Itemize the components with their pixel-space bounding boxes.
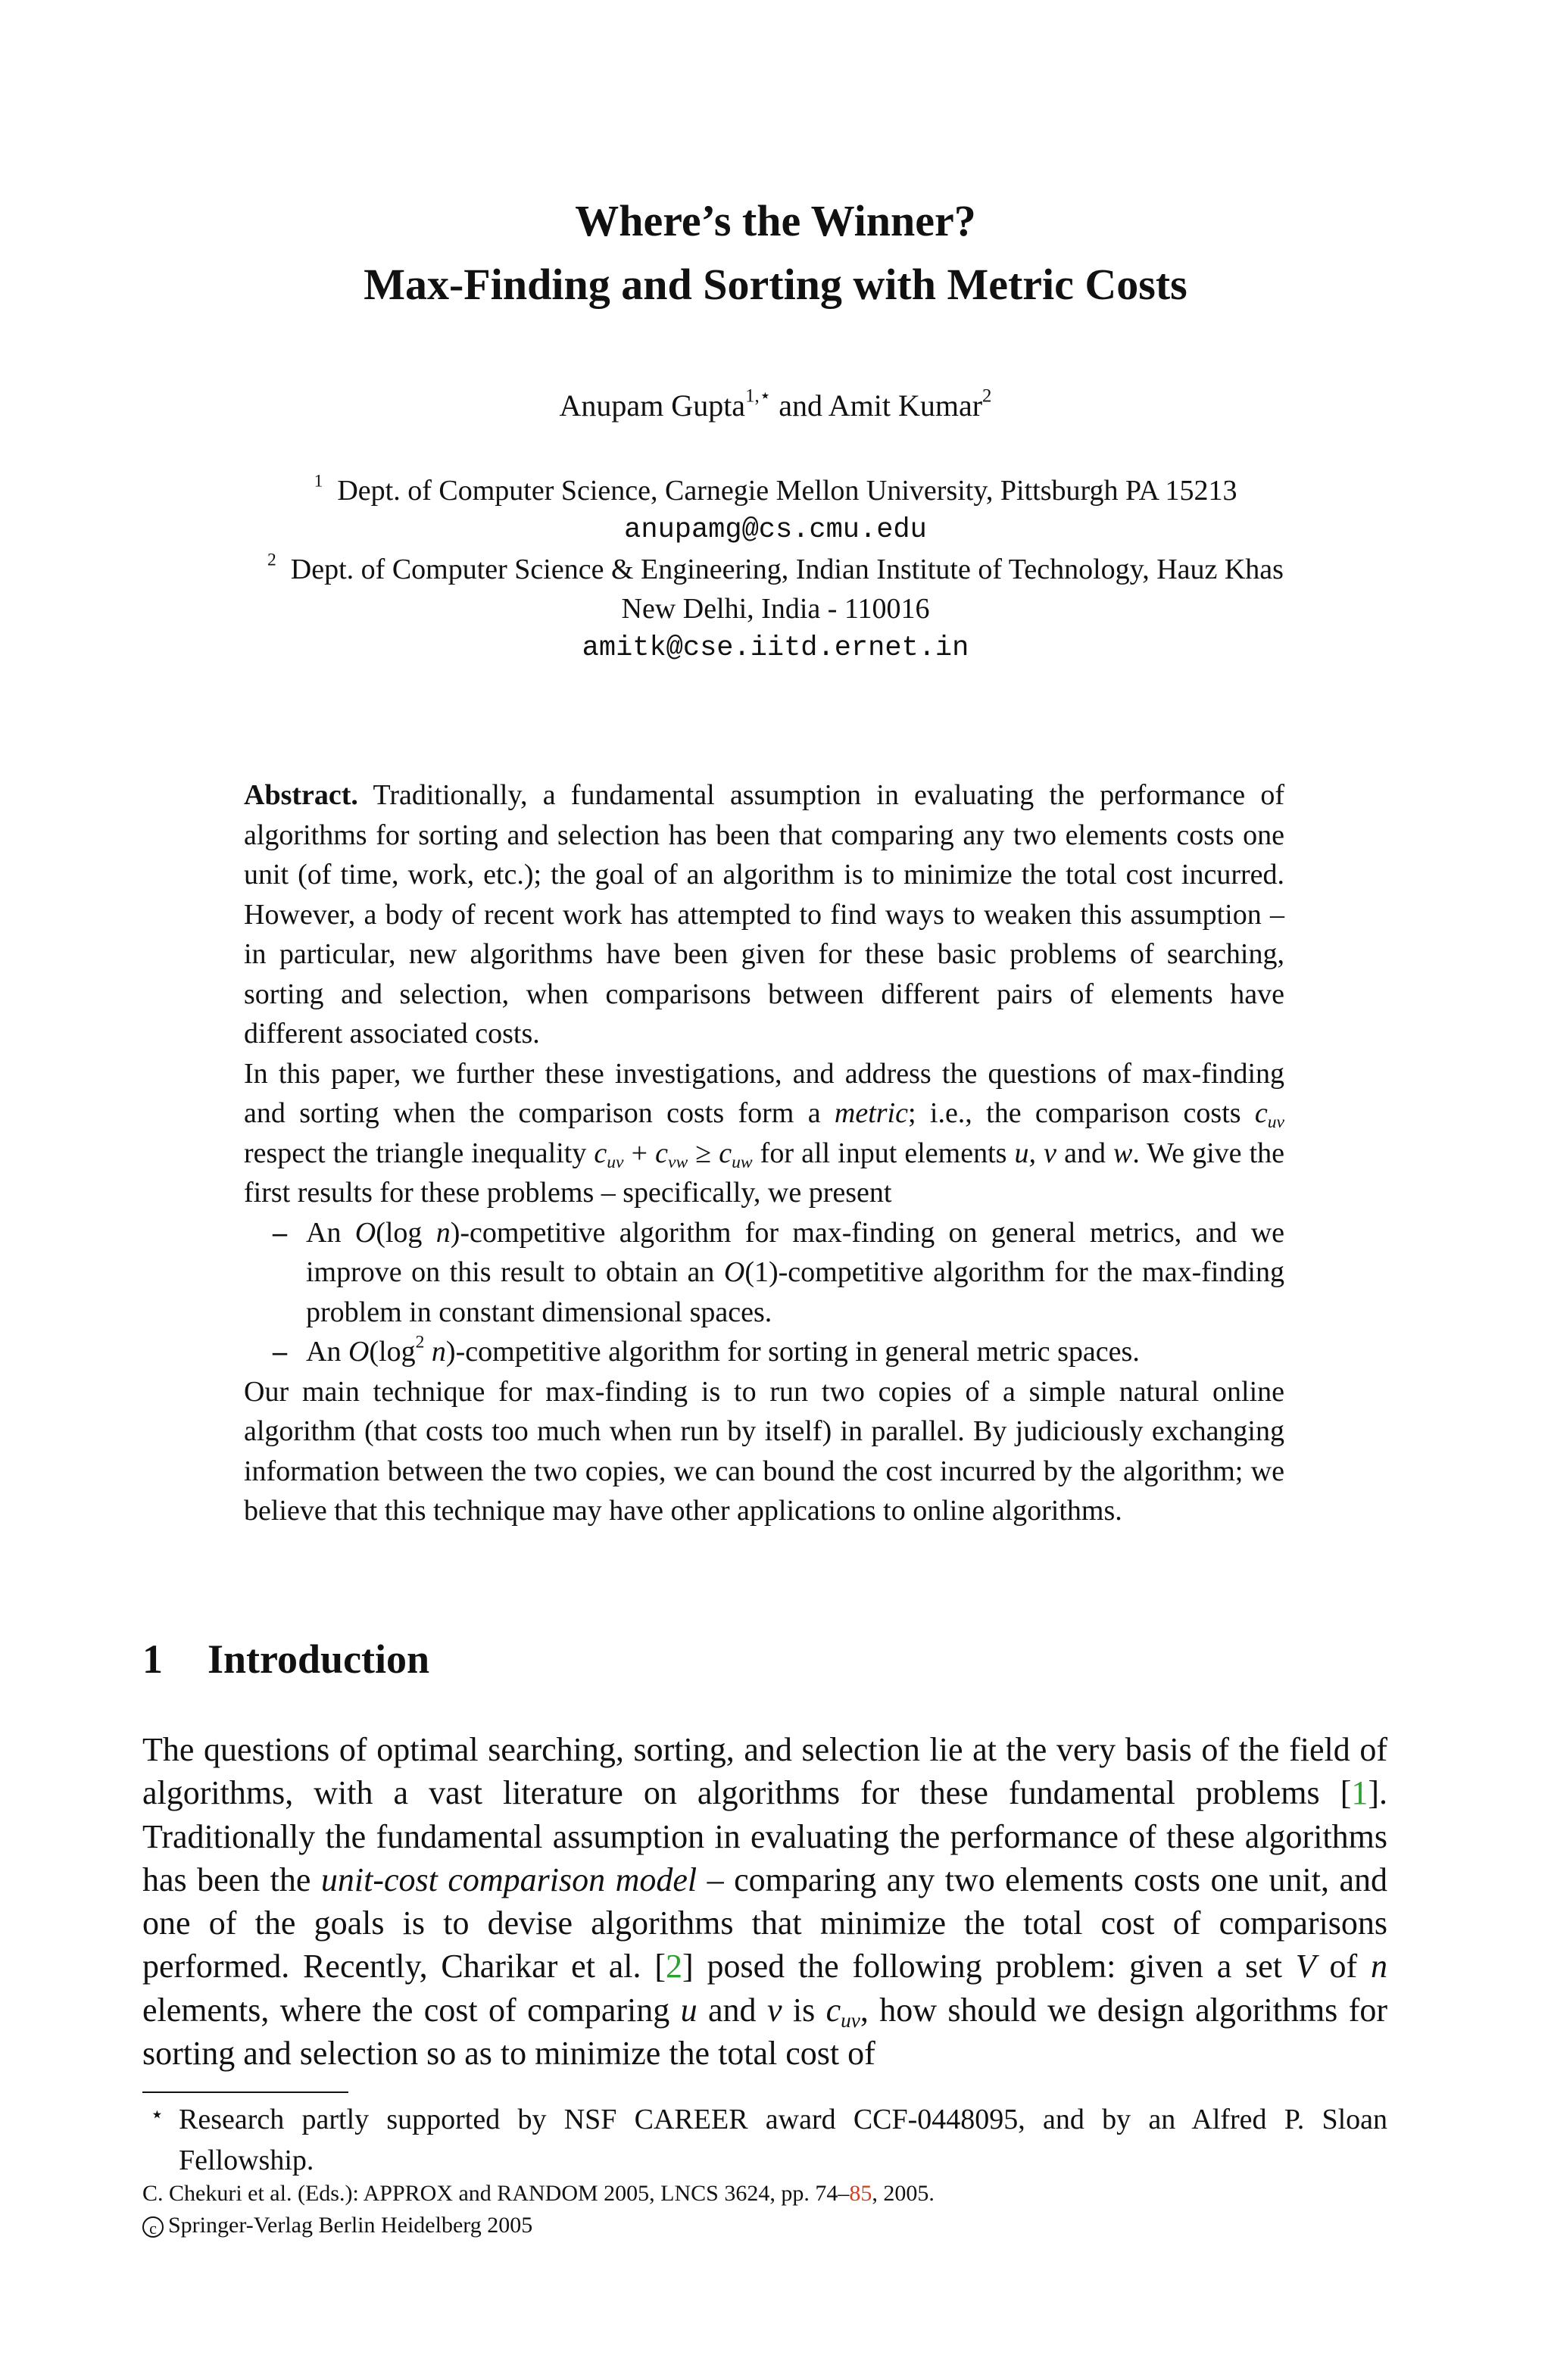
affiliation-dept: Dept. of Computer Science, Carnegie Mellon University, Pittsburgh PA 15213: [337, 475, 1237, 507]
footnote-text: Research partly supported by NSF CAREER award CCF-0448095, and by an Alfred P. Sloan Fellowship.: [179, 2104, 1387, 2176]
math-v: v: [766, 1991, 782, 2029]
imprint-line-2: c Springer-Verlag Berlin Heidelberg 2005: [142, 2210, 935, 2241]
affiliation-1: [0, 471, 1551, 510]
affiliation-2: [0, 550, 1551, 589]
abstract-paragraph-2: In this paper, we further these investigations, and address the questions of max-finding and sorting when the comparison costs form a metric; i.e., the comparison costs $c_{uv}$ respect the triangle inequality $c_{uv} + c_{vw} \ge c_{uw}$ for all input elements u, v and w. We give the first results for these problems – specifically, we present: [244, 1057, 1285, 1209]
model-term: unit-cost comparison model: [320, 1861, 697, 1898]
abstract-bullet-2: – An $O(\log^2$ n)-competitive algorithm for sorting in general metric spaces.: [244, 1332, 1284, 1372]
citation-link[interactable]: 1: [1351, 1774, 1368, 1812]
imprint-line-1: C. Chekuri et al. (Eds.): APPROX and RANDOM 2005, LNCS 3624, pp. 74–85, 2005.: [142, 2181, 935, 2206]
affiliation-email[interactable]: anupamg@cs.cmu.edu: [624, 514, 927, 546]
citation-link[interactable]: 2: [666, 1948, 682, 1985]
affiliation-email[interactable]: amitk@cse.iitd.ernet.in: [582, 632, 969, 664]
abstract-label: Abstract.: [244, 779, 358, 811]
author-name: Amit Kumar: [828, 388, 983, 423]
footnote-mark: ⋆: [150, 2102, 164, 2127]
metric-term: metric: [834, 1097, 908, 1129]
author-affiliation-mark: 1,⋆: [745, 385, 772, 407]
paper-title-line-2: Max-Finding and Sorting with Metric Costs: [364, 260, 1187, 309]
math-o-log2-n: $O(\log^2$ n): [348, 1332, 456, 1368]
affiliation-mark: 2: [267, 550, 276, 570]
affiliation-city: New Delhi, India - 110016: [621, 593, 930, 625]
author-list: [0, 385, 1551, 423]
abstract: [244, 775, 1284, 1531]
math-c-uv: $c_{uv}$: [825, 1991, 860, 2032]
bullet-dash: –: [273, 1336, 287, 1368]
bullet-dash: –: [273, 1216, 287, 1249]
footnote-rule: [142, 2091, 348, 2093]
imprint: [142, 2178, 935, 2241]
math-V: V: [1295, 1948, 1316, 1985]
author-affiliation-mark: 2: [982, 385, 992, 407]
author-connector: and: [771, 388, 829, 423]
math-o-log-n: O(log n): [354, 1216, 460, 1249]
math-u-v: u, v: [1014, 1137, 1056, 1169]
author-name: Anupam Gupta: [559, 388, 746, 423]
math-c-uv: $c_{uv}$: [1254, 1097, 1284, 1133]
math-w: w: [1113, 1137, 1133, 1169]
copyright-icon: c: [142, 2216, 164, 2238]
intro-paragraph: The questions of optimal searching, sorting, and selection lie at the very basis of the field of algorithms, with a vast literature on algorithms for these fundamental problems [1]. Traditionally the fundamental assumption in evaluating the performance of these algorithms has been the unit-cost comparison model – comparing any two elements costs one unit, and one of the goals is to devise algorithms that minimize the total cost of comparisons performed. Recently, Charikar et al. [2] posed the following problem: given a set V of n elements, where the cost of comparing u and v is $c_{uv}$, how should we design algorithms for sorting and selection so as to minimize the total cost of: [142, 1731, 1387, 2073]
math-u: u: [680, 1991, 697, 2029]
footnote: [142, 2099, 1387, 2181]
math-o-1: O(1): [723, 1256, 779, 1288]
section-number: 1: [142, 1636, 163, 1682]
abstract-paragraph-3: Our main technique for max-finding is to run two copies of a simple natural online algorithm (that costs too much when run by itself) in parallel. By judiciously exchanging information between the two copies, we can bound the cost incurred by the algorithm; we believe that this technique may have other applications to online algorithms.: [244, 1375, 1284, 1527]
page-link[interactable]: 85: [849, 2181, 872, 2206]
abstract-paragraph-1: Abstract. Traditionally, a fundamental assumption in evaluating the performance of algorithms for sorting and selection has been that comparing any two elements costs one unit (of time, work, etc.); the goal of an algorithm is to minimize the total cost incurred. However, a body of recent work has attempted to find ways to weaken this assumption – in particular, new algorithms have been given for these basic problems of searching, sorting and selection, when comparisons between different pairs of elements have different associated costs.: [244, 779, 1284, 1050]
affiliation-dept: Dept. of Computer Science & Engineering, Indian Institute of Technology, Hauz Khas: [290, 554, 1284, 585]
section-heading: [142, 1636, 429, 1683]
paper-title-line-1: Where’s the Winner?: [575, 196, 976, 245]
math-triangle-inequality: $c_{uv} + c_{vw} \ge c_{uw}$: [594, 1137, 753, 1172]
intro-text: [142, 1728, 1387, 2075]
affiliation-mark: 1: [314, 471, 323, 491]
abstract-bullet-1: – An O(log n)-competitive algorithm for max-finding on general metrics, and we improve on this result to obtain an O(1)-competitive algorithm for the max-finding problem in constant dimensional spaces.: [244, 1213, 1284, 1333]
math-n: n: [1371, 1948, 1387, 1985]
section-title: Introduction: [208, 1636, 430, 1682]
